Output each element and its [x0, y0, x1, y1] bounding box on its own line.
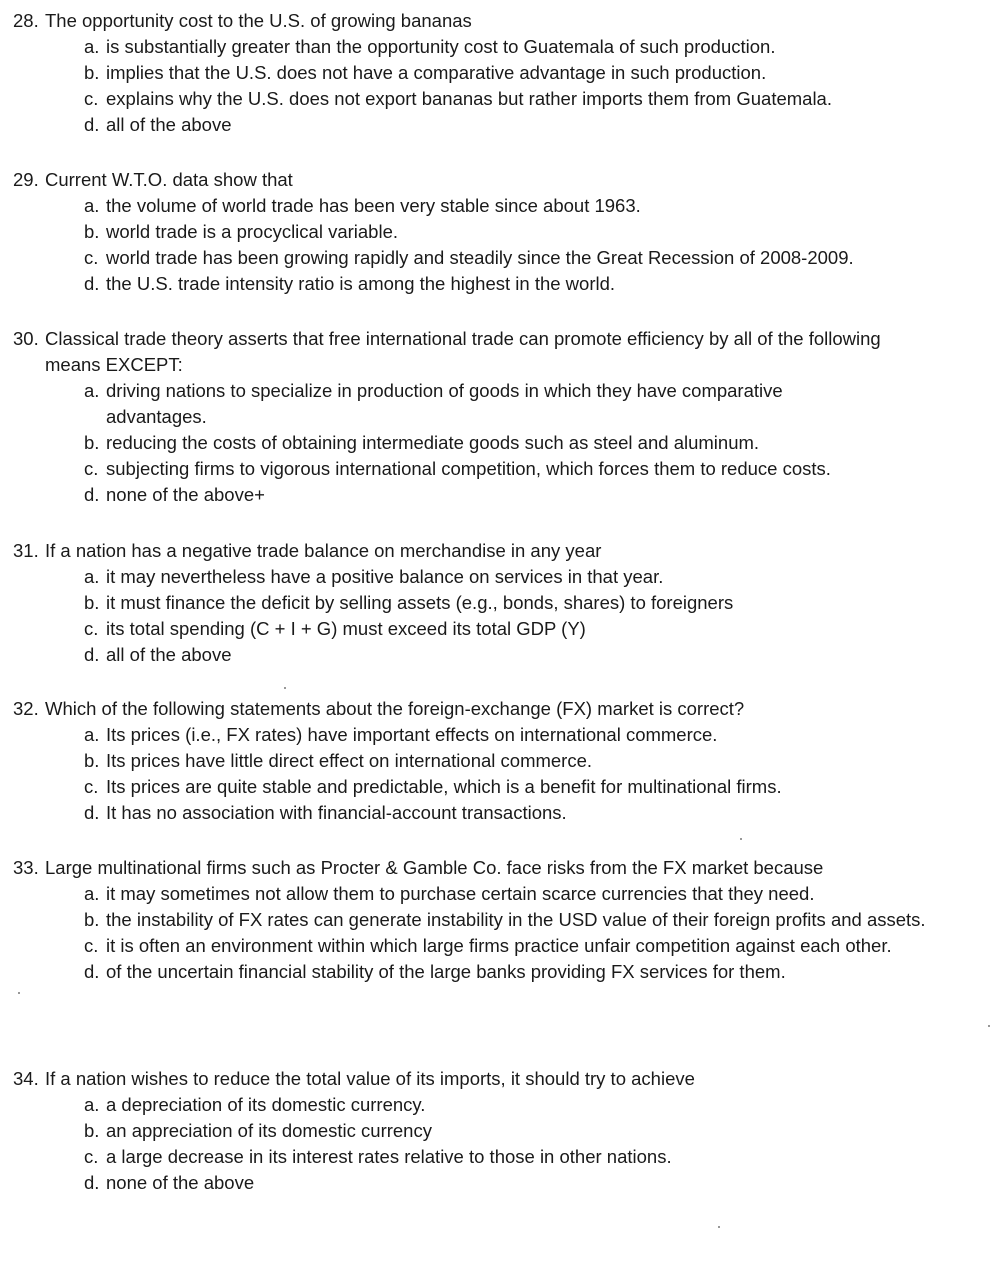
option-letter: a.	[84, 566, 100, 587]
option-b	[0, 219, 995, 245]
question-text: If a nation wishes to reduce the total value of its imports, it should try to achieve	[45, 1068, 695, 1089]
question-text: Current W.T.O. data show that	[45, 169, 293, 190]
option-letter: a.	[84, 1094, 100, 1115]
question-text: The opportunity cost to the U.S. of growing bananas	[45, 10, 472, 31]
option-text: it must finance the deficit by selling assets (e.g., bonds, shares) to foreigners	[106, 592, 734, 613]
option-letter: c.	[84, 247, 99, 268]
option-d	[0, 1170, 995, 1196]
option-a	[0, 564, 995, 590]
question-number: 34.	[13, 1068, 39, 1089]
question-text: Which of the following statements about the foreign-exchange (FX) market is correct?	[45, 698, 745, 719]
option-a	[0, 193, 995, 219]
option-text: Its prices (i.e., FX rates) have important effects on international commerce.	[106, 724, 718, 745]
option-c	[0, 456, 995, 482]
question-number: 28.	[13, 10, 39, 31]
question-text: If a nation has a negative trade balance on merchandise in any year	[45, 540, 602, 561]
scan-speck	[988, 1025, 990, 1027]
scan-speck	[740, 838, 742, 840]
option-text: a large decrease in its interest rates relative to those in other nations.	[106, 1146, 672, 1167]
question-stem	[0, 8, 995, 34]
option-letter: c.	[84, 88, 99, 109]
option-c	[0, 616, 995, 642]
option-letter: c.	[84, 618, 99, 639]
scan-speck	[18, 992, 20, 994]
option-text: is substantially greater than the opportunity cost to Guatemala of such production.	[106, 36, 776, 57]
option-d	[0, 271, 995, 297]
option-text: of the uncertain financial stability of the large banks providing FX services for them.	[106, 961, 786, 982]
option-c	[0, 774, 995, 800]
question-30	[0, 326, 995, 508]
option-d	[0, 800, 995, 826]
option-letter: d.	[84, 1172, 100, 1193]
option-text: implies that the U.S. does not have a comparative advantage in such production.	[106, 62, 767, 83]
question-32	[0, 696, 995, 826]
question-stem	[0, 855, 995, 881]
option-d	[0, 642, 995, 668]
question-stem	[0, 696, 995, 722]
option-text: its total spending (C + I + G) must exceed its total GDP (Y)	[106, 618, 586, 639]
option-c	[0, 245, 995, 271]
option-letter: d.	[84, 644, 100, 665]
option-text: none of the above+	[106, 484, 265, 505]
question-number: 33.	[13, 857, 39, 878]
option-text: all of the above	[106, 114, 232, 135]
option-letter: b.	[84, 592, 100, 613]
option-letter: a.	[84, 195, 100, 216]
option-text: driving nations to specialize in production of goods in which they have comparative advantages.	[106, 380, 783, 427]
scan-speck	[718, 1226, 720, 1228]
option-letter: d.	[84, 273, 100, 294]
question-29	[0, 167, 995, 297]
option-a	[0, 722, 995, 748]
option-b	[0, 1118, 995, 1144]
option-letter: c.	[84, 776, 99, 797]
option-text: It has no association with financial-account transactions.	[106, 802, 567, 823]
option-a	[0, 881, 995, 907]
option-b	[0, 907, 995, 933]
option-text: it may sometimes not allow them to purchase certain scarce currencies that they need.	[106, 883, 815, 904]
option-d	[0, 959, 995, 985]
option-c	[0, 86, 995, 112]
question-number: 32.	[13, 698, 39, 719]
option-a	[0, 1092, 995, 1118]
option-text: reducing the costs of obtaining intermediate goods such as steel and aluminum.	[106, 432, 760, 453]
option-letter: b.	[84, 909, 100, 930]
option-letter: a.	[84, 380, 100, 401]
option-text: it may nevertheless have a positive balance on services in that year.	[106, 566, 664, 587]
option-text: explains why the U.S. does not export bananas but rather imports them from Guatemala.	[106, 88, 832, 109]
option-letter: d.	[84, 961, 100, 982]
option-d	[0, 482, 995, 508]
question-33	[0, 855, 995, 985]
option-b	[0, 748, 995, 774]
question-34	[0, 1066, 995, 1196]
option-b	[0, 60, 995, 86]
option-text: world trade is a procyclical variable.	[106, 221, 399, 242]
option-letter: c.	[84, 935, 99, 956]
question-text: Classical trade theory asserts that free international trade can promote efficiency by all of the following means EXCEPT:	[45, 328, 881, 375]
question-31	[0, 538, 995, 668]
option-c	[0, 1144, 995, 1170]
option-letter: b.	[84, 221, 100, 242]
option-text: the instability of FX rates can generate instability in the USD value of their foreign profits and assets.	[106, 909, 926, 930]
question-number: 29.	[13, 169, 39, 190]
option-text: world trade has been growing rapidly and steadily since the Great Recession of 2008-2009.	[106, 247, 854, 268]
option-c	[0, 933, 995, 959]
option-text: the volume of world trade has been very stable since about 1963.	[106, 195, 641, 216]
option-text: a depreciation of its domestic currency.	[106, 1094, 426, 1115]
question-stem	[0, 538, 995, 564]
question-number: 31.	[13, 540, 39, 561]
option-letter: d.	[84, 484, 100, 505]
question-28	[0, 8, 995, 138]
option-text: an appreciation of its domestic currency	[106, 1120, 432, 1141]
option-b	[0, 430, 995, 456]
option-letter: d.	[84, 114, 100, 135]
option-a	[0, 378, 995, 430]
option-letter: a.	[84, 883, 100, 904]
option-text: subjecting firms to vigorous international competition, which forces them to reduce costs.	[106, 458, 831, 479]
option-letter: b.	[84, 750, 100, 771]
option-b	[0, 590, 995, 616]
option-letter: c.	[84, 458, 99, 479]
question-stem	[0, 167, 995, 193]
option-text: Its prices are quite stable and predictable, which is a benefit for multinational firms.	[106, 776, 782, 797]
option-letter: a.	[84, 724, 100, 745]
option-text: the U.S. trade intensity ratio is among the highest in the world.	[106, 273, 616, 294]
option-letter: d.	[84, 802, 100, 823]
option-letter: a.	[84, 36, 100, 57]
option-text: all of the above	[106, 644, 232, 665]
option-letter: b.	[84, 1120, 100, 1141]
option-letter: b.	[84, 432, 100, 453]
question-stem	[0, 1066, 995, 1092]
option-d	[0, 112, 995, 138]
option-a	[0, 34, 995, 60]
question-number: 30.	[13, 328, 39, 349]
option-text: Its prices have little direct effect on international commerce.	[106, 750, 593, 771]
option-text: none of the above	[106, 1172, 255, 1193]
question-stem	[0, 326, 995, 378]
option-letter: b.	[84, 62, 100, 83]
option-letter: c.	[84, 1146, 99, 1167]
question-text: Large multinational firms such as Procter & Gamble Co. face risks from the FX market because	[45, 857, 824, 878]
scan-speck	[284, 687, 286, 689]
option-text: it is often an environment within which large firms practice unfair competition against each other.	[106, 935, 892, 956]
